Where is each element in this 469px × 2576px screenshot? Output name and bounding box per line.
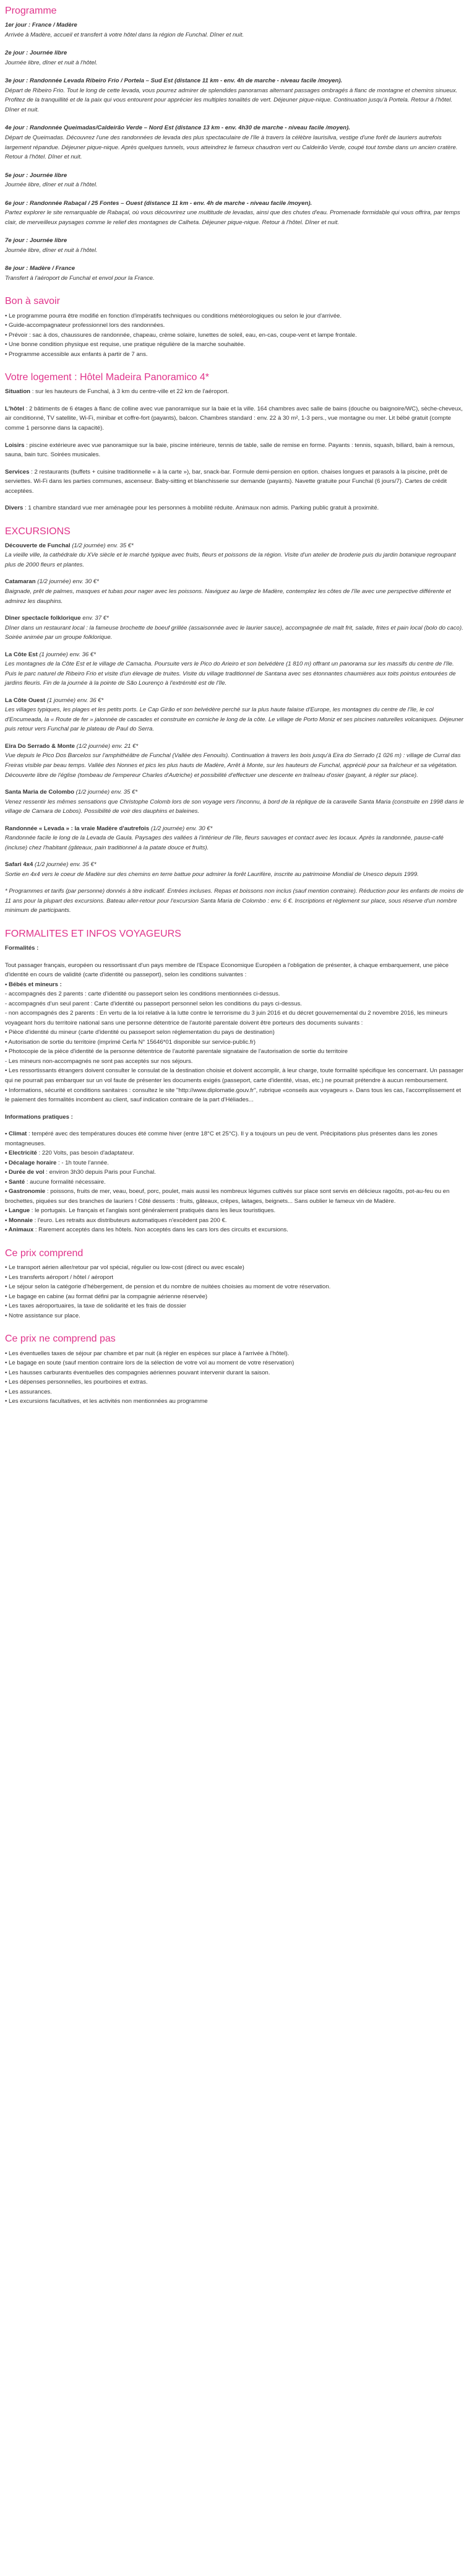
- day-text: Départ de Queimadas. Découvrez l'une des randonnées de levada des plus spectaculaire de l'île à travers la célèbre laurisilva, vestige d'une forêt de lauriers autrefois largement répandue. Déjeuner pique-nique. Après quelques tunnels, vous atteindrez le fameux chaudron vert ou Caldeirão Verde, coupé tout tombe dans un ancien cratère. Retour à l'hôtel. Dîner et nuit.: [5, 134, 458, 161]
- formalities-line: • Pièce d'identité du mineur (carte d'identité ou passeport selon réglementation du pays de destination): [5, 1029, 275, 1036]
- formalities-line: • Photocopie de la pièce d'identité de la personne détentrice de l'autorité parentale signataire de l'autorisation de sortie du territoire: [5, 1048, 348, 1056]
- excursion-name: Randonnée « Levada » : la vraie Madère d'autrefois: [5, 825, 150, 832]
- excursion-header: [5, 742, 464, 752]
- program-title: Programme: [5, 6, 57, 16]
- practical-lines: [5, 1129, 464, 1235]
- excursion-name: Catamaran: [5, 578, 36, 586]
- excursion-price: (1/2 journée) env. 30 €*: [35, 578, 99, 586]
- day-title: 4e jour : Randonnée Queimadas/Caldeirão Verde – Nord Est (distance 13 km - env. 4h30 de marche - niveau facile /moyen).: [5, 124, 350, 132]
- excursion-item: [5, 577, 464, 606]
- excursion-description: Sortie en 4x4 vers le coeur de Madère sur des chemins en terre battue pour admirer la forêt Laurifère, inscrite au patrimoine Mondial de Unesco depuis 1999.: [5, 870, 419, 878]
- excursion-item: [5, 650, 464, 688]
- excursion-header: [5, 696, 464, 706]
- excluded-list: [5, 1349, 464, 1407]
- formalities-title: FORMALITES ET INFOS VOYAGEURS: [5, 928, 181, 939]
- excursion-header: [5, 787, 464, 797]
- practical-line: [5, 1225, 464, 1235]
- day-text: Départ de Ribeiro Frio. Tout le long de cette levada, vous pourrez admirer de splendides panoramas alternant passages ombragés à flanc de montagne et chemins sinueux. Profitez de la tranquillité et de la paix qui vous entourent pour apprécier les multiples tonalités de vert. Déjeuner pique-nique. Continuation jusqu'à Portela. Retour à l'hôtel. Dîner et nuit.: [5, 87, 458, 113]
- formalities-line: • Informations, sécurité et conditions sanitaires : consultez le site "http://www.diplomatie.gouv.fr", rubrique «conseils aux voyageurs ». Dans tous les cas, l'accomplissement et le paiement des formalités incombent au client, sauf indication contraire de la part d'Héliades...: [5, 1086, 462, 1104]
- practical-line: [5, 1129, 464, 1148]
- day-text: Journée libre, dîner et nuit à l'hôtel.: [5, 59, 98, 66]
- day-title: 6e jour : Randonnée Rabaçal / 25 Fontes – Ouest (distance 11 km - env. 4h de marche - niveau facile /moyen).: [5, 199, 312, 207]
- included-item: • Le séjour selon la catégorie d'hébergement, de pension et du nombre de nuitées choisies au moment de votre réservation.: [5, 1283, 331, 1291]
- excursion-header: [5, 541, 464, 551]
- excursion-name: Découverte de Funchal: [5, 542, 71, 549]
- program-day: [5, 236, 464, 255]
- excluded-item: • Le bagage en soute (sauf mention contraire lors de la sélection de votre vol au moment de votre réservation): [5, 1360, 295, 1367]
- practical-label: • Santé: [5, 1178, 25, 1186]
- practical-line: [5, 1216, 464, 1226]
- excursion-item: [5, 541, 464, 570]
- day-text: Journée libre, dîner et nuit à l'hôtel.: [5, 181, 98, 189]
- included-item: • Le transport aérien aller/retour par vol spécial, régulier ou low-cost (direct ou avec escale): [5, 1264, 244, 1272]
- excursion-item: [5, 860, 464, 879]
- program-day: [5, 48, 464, 67]
- formalities-line: Tout passager français, européen ou ressortissant d'un pays membre de l'Espace Economique Européen a l'obligation de présenter, à chaque embarquement, une pièce d'identité en cours de validité (carte d'identité ou passeport), selon les conditions suivantes :: [5, 961, 449, 979]
- practical-text: : aucune formalité nécessaire.: [25, 1178, 106, 1186]
- excursion-description: Les montagnes de la Côte Est et le village de Camacha. Poursuite vers le Pico do Arieiro et son belvédère (1 810 m) offrant un panorama sur les massifs du centre de l'île. Puis le parc naturel de Ribeiro Frio et visite d'un élevage de truites. Visite du village traditionnel de Santana avec ses étonnantes chaumières aux toits pointus entourées de jardins fleuris. Fin de la journée à la pointe de São Lourenço à l'extrémité est de l'île.: [5, 661, 456, 687]
- hotel-block-text: : 2 bâtiments de 6 étages à flanc de colline avec vue panoramique sur la baie et la ville. 164 chambres avec salle de bains (douche ou baignoire/WC), sèche-cheveux, air conditionné, TV satellite, Wi-Fi, minibar et coffre-fort (payants), balcon. Chambres standard : env. 22 à 30 m², 1-3 pers., vue montagne ou mer. Lit bébé gratuit (compte comme 1 personne dans la capacité).: [5, 405, 463, 432]
- excursion-description: Vue depuis le Pico Dos Barcelos sur l'amphithéâtre de Funchal (Vallée des Fenouils). Continuation à travers les bois jusqu'à Eira do Serrado (1 026 m) : village de Curral das Freiras visible par beau temps. Vallée des Nonnes et pics les plus hauts de Madère, Arrêt à Monte, sur les hauteurs de Funchal, apprécié pour sa fraîcheur et sa végétation. Découverte libre de l'église (tombeau de l'empereur Charles d'Autriche) et possibilité d'effectuer une descente en traîneau d'osier (payant, à régler sur place).: [5, 752, 461, 779]
- practical-label: • Langue: [5, 1207, 30, 1215]
- program-days: [5, 20, 464, 283]
- day-text: Partez explorer le site remarquable de Rabaçal, où vous découvrirez une multitude de levadas, ainsi que des chutes d'eau. Promenade formidable qui vous offrira, par temps clair, de merveilleux paysages comme le relief des montagnes de Calheta. Déjeuner pique-nique. Retour à l'hôtel. Dîner et nuit.: [5, 209, 460, 226]
- excursion-name: La Côte Est: [5, 651, 38, 658]
- excursion-price: (1/2 journée) env. 21 €*: [75, 742, 139, 750]
- practical-text: : poissons, fruits de mer, veau, boeuf, porc, poulet, mais aussi les nombreux légumes cultivés sur place sont servis en délicieux ragoûts, pot-au-feu ou en brochettes, piquées sur des branches de lauriers ! Côté desserts : fruits, gâteaux, crêpes, laitages, beignets... Sans oublier le fameux vin de Madère.: [5, 1188, 450, 1205]
- formalities-line: - accompagnés des 2 parents : carte d'identité ou passeport selon les conditions mentionnées ci-dessus.: [5, 991, 280, 998]
- practical-text: : 220 Volts, pas besoin d'adaptateur.: [37, 1150, 134, 1157]
- hotel-block-label: Loisirs: [5, 441, 25, 449]
- excursion-header: [5, 824, 464, 834]
- excursion-description: Venez ressentir les mêmes sensations que Christophe Colomb lors de son voyage vers l'inconnu, à bord de la réplique de la caravelle Santa Maria (construite en 1998 dans le village de Camara de Lobos). Possibilité de voir des dauphins et baleines.: [5, 798, 464, 815]
- included-item: • Les transferts aéroport / hôtel / aéroport: [5, 1273, 114, 1281]
- practical-label: • Décalage horaire: [5, 1159, 57, 1166]
- program-day: [5, 199, 464, 228]
- practical-title: Informations pratiques :: [5, 1113, 73, 1121]
- hotel-block: [5, 387, 464, 397]
- excursion-description: La vieille ville, la cathédrale du XVe siècle et le marché typique avec fruits, fleurs et poissons de la région. Visite d'un atelier de broderie puis du jardin botanique regroupant plus de 2000 fleurs et plantes.: [5, 552, 456, 568]
- practical-text: : le portugais. Le français et l'anglais sont généralement pratiqués dans les lieux touristiques.: [30, 1207, 276, 1215]
- excursion-name: Safari 4x4: [5, 861, 33, 869]
- program-day: [5, 171, 464, 190]
- formalities-line: • Bébés et mineurs :: [5, 981, 62, 988]
- hotel-block-text: : sur les hauteurs de Funchal, à 3 km du centre-ville et 22 km de l'aéroport.: [30, 388, 229, 396]
- included-item: • Notre assistance sur place.: [5, 1312, 80, 1319]
- hotel-block: [5, 503, 464, 513]
- excursion-header: [5, 577, 464, 587]
- hotel-blocks: [5, 387, 464, 513]
- formalities-line: • Les ressortissants étrangers doivent consulter le consulat de la destination choisie et doivent accomplir, à leur charge, toute formalité spécifique les concernant. Un passager qui ne pourrait pas embarquer sur un vol faute de présenter les documents exigés (passeport, carte d'identité, visas, etc.) ne pourrait prétendre à aucun remboursement.: [5, 1067, 463, 1084]
- excursion-price: (1/2 journée) env. 35 €*: [70, 542, 134, 549]
- excluded-item: • Les éventuelles taxes de séjour par chambre et par nuit (à régler en espèces sur place à l'arrivée à l'hôtel).: [5, 1350, 290, 1357]
- program-day: [5, 76, 464, 115]
- hotel-block-text: : 1 chambre standard vue mer aménagée pour les personnes à mobilité réduite. Animaux non admis. Parking public gratuit à proximité.: [23, 505, 379, 512]
- excursion-description: Dîner dans un restaurant local : la fameuse brochette de boeuf grillée (assaisonnée avec le laurier sauce), accompagnée de malt frit, salade, frites et pain local (bolo do caco). Soirée animée par un groupe folklorique.: [5, 624, 463, 641]
- excursions-title: EXCURSIONS: [5, 526, 71, 537]
- formalities-paragraphs: [5, 961, 464, 1105]
- excluded-item: • Les excursions facultatives, et les activités non mentionnées au programme: [5, 1398, 208, 1405]
- excursion-item: [5, 787, 464, 817]
- practical-info: [5, 1129, 464, 1235]
- tip-item: • Une bonne condition physique est requise, une pratique régulière de la marche souhaitée.: [5, 341, 246, 349]
- formalities-line: - Les mineurs non-accompagnés ne sont pas acceptés sur nos séjours.: [5, 1057, 193, 1065]
- practical-label: • Gastronomie: [5, 1188, 46, 1195]
- practical-label: • Monnaie: [5, 1216, 33, 1224]
- excursion-price: (1/2 journée) env. 35 €*: [74, 789, 138, 796]
- excursion-name: Dîner spectacle folklorique: [5, 615, 81, 622]
- practical-text: : Rarement acceptés dans les hôtels. Non acceptés dans les cars lors des circuits et excursions.: [33, 1226, 288, 1234]
- program-day: [5, 264, 464, 283]
- day-title: 5e jour : Journée libre: [5, 171, 67, 179]
- formalities-text: [5, 961, 464, 1105]
- excluded-title: Ce prix ne comprend pas: [5, 1334, 116, 1345]
- excursion-price: (1/2 journée) env. 35 €*: [33, 861, 97, 869]
- program-day: [5, 123, 464, 162]
- excursions-note: * Programmes et tarifs (par personne) donnés à titre indicatif. Entrées incluses. Repas et boissons non inclus (sauf mention contraire). Réduction pour les enfants de moins de 11 ans pour la plupart des excursions. Bateau aller-retour pour l'excursion Santa Maria de Colombo : env. 6 €. Inscriptions et règlement sur place, sous réserve d'un nombre minimum de participants.: [5, 888, 464, 914]
- excursion-header: [5, 650, 464, 660]
- day-text: Journée libre, dîner et nuit à l'hôtel.: [5, 246, 98, 254]
- excursion-description: Randonnée facile le long de la Levada de Gaula. Paysages des vallées à l'intérieur de l'île, fleurs sauvages et contact avec les locaux. Après la randonnée, pause-café (incluse) chez l'habitant (gâteaux, pain traditionnel à la patate douce et fruits).: [5, 835, 444, 851]
- tips-list: [5, 311, 464, 360]
- day-text: Arrivée à Madère, accueil et transfert à votre hôtel dans la région de Funchal. Dîner et nuit.: [5, 31, 244, 38]
- practical-label: • Animaux: [5, 1226, 34, 1234]
- practical-text: : tempéré avec des températures douces été comme hiver (entre 18°C et 25°C). Il y a toujours un peu de vent. Précipitations plus présentes dans les zones montagneuses.: [5, 1130, 437, 1147]
- practical-text: : environ 3h30 depuis Paris pour Funchal.: [44, 1169, 156, 1176]
- day-title: 3e jour : Randonnée Levada Ribeiro Frio / Portela – Sud Est (distance 11 km - env. 4h de marche - niveau facile /moyen).: [5, 77, 343, 85]
- program-day: [5, 20, 464, 40]
- included-title: Ce prix comprend: [5, 1247, 84, 1259]
- excursion-price: (1 journée) env. 36 €*: [45, 696, 104, 704]
- excursion-description: Baignade, prêt de palmes, masques et tubas pour nager avec les poissons. Naviguez au large de Madère, contemplez les côtes de l'île avec une perspective différente et admirez les dauphins.: [5, 588, 451, 605]
- tips-title: Bon à savoir: [5, 296, 60, 307]
- hotel-block-label: Divers: [5, 505, 24, 512]
- included-list: [5, 1263, 464, 1321]
- tip-item: • Le programme pourra être modifié en fonction d'impératifs techniques ou conditions météorologiques ou selon le jour d'arrivée.: [5, 312, 342, 319]
- excursion-price: (1 journée) env. 36 €*: [37, 651, 96, 658]
- tip-item: • Guide-accompagnateur professionnel lors des randonnées.: [5, 322, 165, 329]
- excursion-list: [5, 541, 464, 879]
- excursion-price: env. 37 €*: [80, 615, 109, 622]
- tip-item: • Prévoir : sac à dos, chaussures de randonnée, chapeau, crème solaire, lunettes de soleil, eau, en-cas, coupe-vent et lampe frontale.: [5, 331, 357, 339]
- hotel-block-label: L'hôtel: [5, 405, 25, 412]
- day-title: 8e jour : Madère / France: [5, 265, 75, 272]
- formalities-line: - non accompagnés des 2 parents : En vertu de la loi relative à la lutte contre le terrorisme du 3 juin 2016 et du décret gouvernemental du 2 novembre 2016, les mineurs voyageant hors du territoire national sans une personne détentrice de l'autorité parentale doivent être porteurs des documents suivants :: [5, 1010, 448, 1026]
- practical-label: • Climat: [5, 1130, 27, 1138]
- tip-item: • Programme accessible aux enfants à partir de 7 ans.: [5, 350, 148, 358]
- practical-line: [5, 1206, 464, 1216]
- excursion-description: Les villages typiques, les plages et les petits ports. Le Cap Girão et son belvédère perché sur la plus haute falaise d'Europe, les montagnes du centre de l'île, le col d'Encumeada, la « Route de fer » jalonnée de cascades et construite en corniche le long de la côte. Le village de Porto Moniz et ses piscines naturelles volcaniques. Déjeuner puis retour vers Funchal par le plateau de Paul do Serra.: [5, 706, 464, 733]
- excursion-name: Santa Maria de Colombo: [5, 789, 74, 796]
- excursion-item: [5, 824, 464, 853]
- day-title: 7e jour : Journée libre: [5, 237, 67, 245]
- excursion-item: [5, 742, 464, 780]
- practical-text: : l'euro. Les retraits aux distributeurs automatiques n'excèdent pas 200 €.: [32, 1216, 227, 1224]
- day-title: 2e jour : Journée libre: [5, 50, 67, 57]
- hotel-title: Votre logement : Hôtel Madeira Panoramico 4*: [5, 372, 209, 383]
- practical-line: [5, 1187, 464, 1206]
- formalities-line: • Autorisation de sortie du territoire (imprimé Cerfa N° 15646*01 disponible sur service-public.fr): [5, 1038, 256, 1046]
- practical-text: : - 1h toute l'année.: [56, 1159, 109, 1166]
- included-item: • Les taxes aéroportuaires, la taxe de solidarité et les frais de dossier: [5, 1303, 186, 1310]
- hotel-block: [5, 467, 464, 497]
- hotel-block-text: : 2 restaurants (buffets + cuisine traditionnelle « à la carte »), bar, snack-bar. Formule demi-pension en option. chaises longues et parasols à la piscine, prêt de serviettes. Wi-Fi dans les parties communes, ascenseur. Baby-sitting et blanchisserie sur demande (payants). Navette gratuite pour Funchal (6 jours/7). Cartes de crédit acceptées.: [5, 468, 448, 495]
- hotel-block-text: : piscine extérieure avec vue panoramique sur la baie, piscine intérieure, tennis de table, salle de remise en forme. Payants : tennis, squash, billard, bain à remous, sauna, bain turc. Soirées musicales.: [5, 441, 455, 459]
- excursion-header: [5, 860, 464, 870]
- practical-line: [5, 1158, 464, 1168]
- excursion-header: [5, 614, 464, 623]
- hotel-block-label: Services: [5, 468, 30, 475]
- practical-label: • Electricité: [5, 1150, 37, 1157]
- excursion-name: La Côte Ouest: [5, 696, 46, 704]
- excursion-name: Eira Do Serrado & Monte: [5, 742, 75, 750]
- excluded-item: • Les hausses carburants éventuelles des compagnies aériennes pouvant intervenir durant la saison.: [5, 1369, 270, 1376]
- practical-label: • Durée de vol: [5, 1169, 45, 1176]
- practical-line: [5, 1148, 464, 1158]
- excluded-item: • Les assurances.: [5, 1388, 52, 1395]
- hotel-block-label: Situation: [5, 388, 31, 396]
- hotel-block: [5, 441, 464, 460]
- excluded-item: • Les dépenses personnelles, les pourboires et extras.: [5, 1379, 148, 1386]
- excursion-item: [5, 614, 464, 643]
- formalities-line: - accompagnés d'un seul parent : Carte d'identité ou passeport personnel selon les conditions du pays ci-dessus.: [5, 1000, 302, 1007]
- formalities-subtitle: Formalités :: [5, 945, 39, 952]
- included-item: • Le bagage en cabine (au format défini par la compagnie aérienne réservée): [5, 1293, 208, 1300]
- day-text: Transfert à l'aéroport de Funchal et envol pour la France.: [5, 274, 155, 282]
- excursion-price: (1/2 journée) env. 30 €*: [149, 825, 213, 832]
- practical-line: [5, 1177, 464, 1187]
- hotel-block: [5, 404, 464, 433]
- excursion-item: [5, 696, 464, 734]
- day-title: 1er jour : France / Madère: [5, 22, 77, 29]
- practical-line: [5, 1168, 464, 1177]
